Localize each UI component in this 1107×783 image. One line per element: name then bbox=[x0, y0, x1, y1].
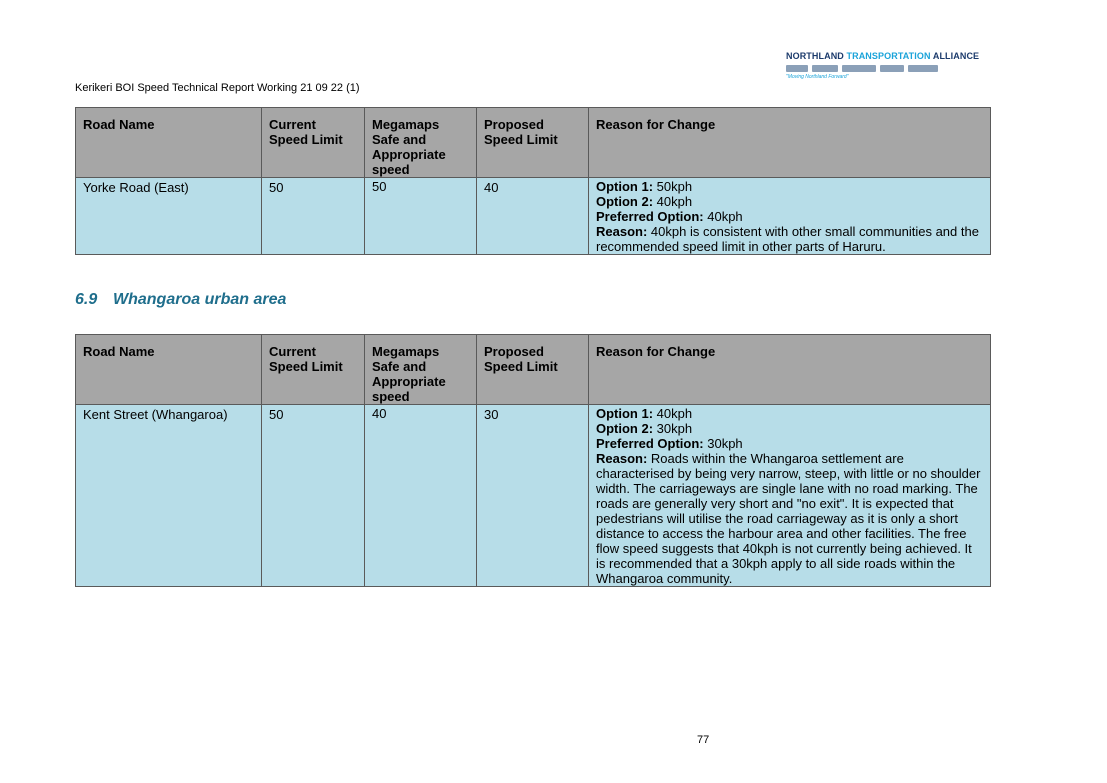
current-speed-cell: 50 bbox=[262, 405, 365, 587]
reason-cell bbox=[589, 405, 991, 587]
option-2-line: Option 2: 40kph bbox=[596, 194, 693, 209]
table-header-row bbox=[76, 108, 991, 178]
col-megamaps: Megamaps Safe and Appropriate speed bbox=[365, 335, 477, 405]
logo-tagline: "Moving Northland Forward" bbox=[786, 74, 849, 80]
megamaps-cell: 40 bbox=[365, 405, 477, 587]
road-name-cell: Yorke Road (East) bbox=[76, 178, 262, 255]
logo-title: NORTHLAND TRANSPORTATION ALLIANCE bbox=[786, 51, 980, 61]
option-1-line: Option 1: 50kph bbox=[596, 179, 693, 194]
col-current-speed: Current Speed Limit bbox=[262, 108, 365, 178]
col-reason: Reason for Change bbox=[589, 108, 991, 178]
section-heading bbox=[75, 291, 286, 309]
section-title: Whangaroa urban area bbox=[113, 291, 287, 308]
reason-cell bbox=[589, 178, 991, 255]
nta-logo bbox=[786, 51, 980, 83]
option-1-line: Option 1: 40kph bbox=[596, 406, 693, 421]
preferred-option-line: Preferred Option: 30kph bbox=[596, 436, 743, 451]
table-header-row bbox=[76, 335, 991, 405]
report-title: Kerikeri BOI Speed Technical Report Working 21 09 22 (1) bbox=[75, 82, 360, 94]
table-row bbox=[76, 178, 991, 255]
logo-partner-marks bbox=[786, 63, 950, 73]
speed-table-whangaroa bbox=[75, 334, 991, 587]
proposed-speed-cell: 40 bbox=[477, 178, 589, 255]
preferred-option-line: Preferred Option: 40kph bbox=[596, 209, 743, 224]
col-road-name: Road Name bbox=[76, 335, 262, 405]
proposed-speed-cell: 30 bbox=[477, 405, 589, 587]
col-reason: Reason for Change bbox=[589, 335, 991, 405]
col-proposed-speed: Proposed Speed Limit bbox=[477, 108, 589, 178]
col-proposed-speed: Proposed Speed Limit bbox=[477, 335, 589, 405]
col-megamaps: Megamaps Safe and Appropriate speed bbox=[365, 108, 477, 178]
current-speed-cell: 50 bbox=[262, 178, 365, 255]
speed-table-haruru bbox=[75, 107, 991, 255]
reason-text: Reason: Roads within the Whangaroa settlement are characterised by being very narrow, steep, with little or no shoulder width. The carriageways are single lane with no road marking. The roads are generally very short and "no exit". It is expected that pedestrians will utilise the road carriageway as it is only a short distance to access the harbour area and other facilities. The free flow speed suggests that 40kph is not currently being achieved. It is recommended that a 30kph apply to all side roads within the Whangaroa community. bbox=[596, 451, 981, 586]
option-2-line: Option 2: 30kph bbox=[596, 421, 693, 436]
page-number: 77 bbox=[697, 734, 710, 746]
col-road-name: Road Name bbox=[76, 108, 262, 178]
table-row bbox=[76, 405, 991, 587]
reason-text: Reason: 40kph is consistent with other small communities and the recommended speed limit in other parts of Haruru. bbox=[596, 224, 979, 254]
section-number: 6.9 bbox=[75, 291, 98, 308]
col-current-speed: Current Speed Limit bbox=[262, 335, 365, 405]
road-name-cell: Kent Street (Whangaroa) bbox=[76, 405, 262, 587]
megamaps-cell: 50 bbox=[365, 178, 477, 255]
